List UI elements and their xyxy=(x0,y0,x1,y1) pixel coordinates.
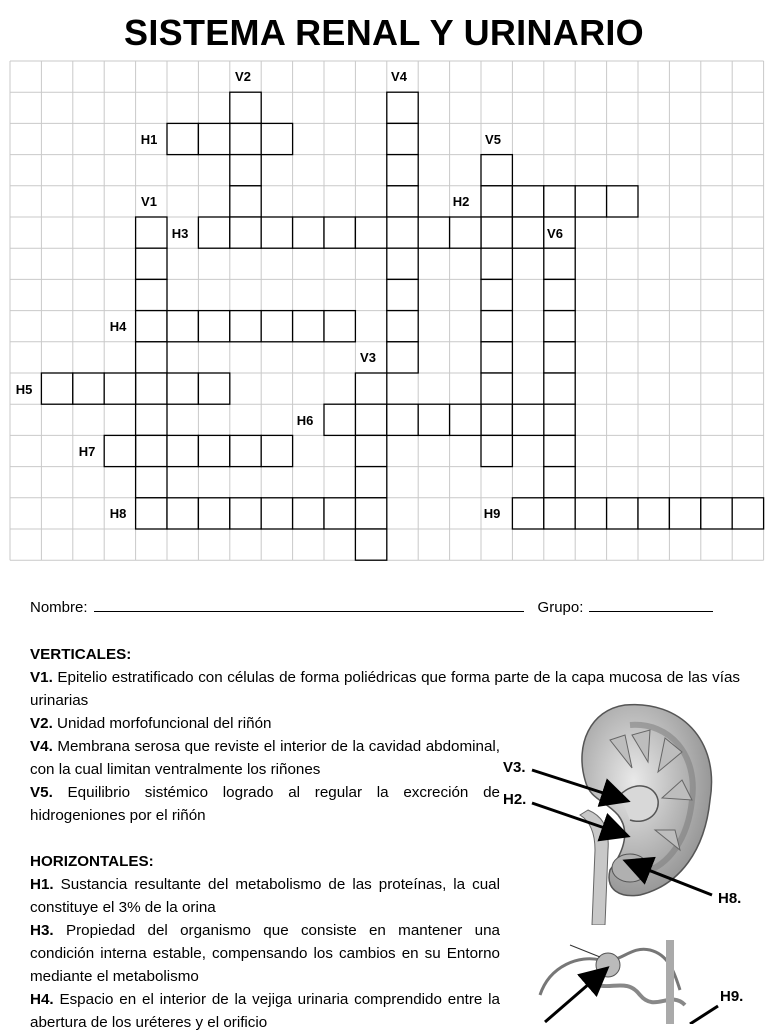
crossword-cell[interactable] xyxy=(136,217,167,248)
crossword-cell[interactable] xyxy=(104,373,135,404)
crossword-cell[interactable] xyxy=(198,373,229,404)
crossword-cell[interactable] xyxy=(355,435,386,466)
crossword-cell[interactable] xyxy=(669,498,700,529)
crossword-cell[interactable] xyxy=(324,217,355,248)
crossword-cell[interactable] xyxy=(512,498,543,529)
crossword-cell[interactable] xyxy=(481,342,512,373)
crossword-cell[interactable] xyxy=(41,373,72,404)
crossword-cell[interactable] xyxy=(481,311,512,342)
crossword-cell[interactable] xyxy=(136,373,167,404)
clue-h4: H4. Espacio en el interior de la vejiga urinaria comprendido entre la abertura de los uréteres y el orificio xyxy=(30,991,500,1031)
crossword-cell[interactable] xyxy=(387,217,418,248)
crossword-cell[interactable] xyxy=(198,435,229,466)
crossword-cell[interactable] xyxy=(512,404,543,435)
crossword-cell[interactable] xyxy=(230,311,261,342)
crossword-cell[interactable] xyxy=(418,404,449,435)
figure-label-h9: H9. xyxy=(720,988,744,1005)
crossword-label-h1: H1 xyxy=(140,132,158,147)
crossword-cell[interactable] xyxy=(261,217,292,248)
crossword-cell[interactable] xyxy=(136,498,167,529)
crossword-cell[interactable] xyxy=(167,373,198,404)
group-field[interactable] xyxy=(589,597,713,612)
crossword-label-v1: V1 xyxy=(141,194,157,209)
crossword-cell[interactable] xyxy=(387,92,418,123)
crossword-cell[interactable] xyxy=(198,498,229,529)
crossword-cell[interactable] xyxy=(418,217,449,248)
crossword-cell[interactable] xyxy=(324,498,355,529)
crossword-label-h8: H8 xyxy=(109,506,127,521)
crossword-label-h4: H4 xyxy=(109,319,127,334)
crossword-cell[interactable] xyxy=(544,248,575,279)
crossword-cell[interactable] xyxy=(230,92,261,123)
crossword-cell[interactable] xyxy=(355,467,386,498)
crossword-cell[interactable] xyxy=(261,123,292,154)
crossword-cell[interactable] xyxy=(324,404,355,435)
crossword-cell[interactable] xyxy=(355,373,386,404)
name-label: Nombre: xyxy=(30,599,88,616)
group-label: Grupo: xyxy=(537,599,584,616)
crossword-cell[interactable] xyxy=(167,498,198,529)
crossword-label-h9: H9 xyxy=(483,506,501,521)
crossword-cell[interactable] xyxy=(481,435,512,466)
clue-h1: H1. Sustancia resultante del metabolismo de las proteínas, la cual constituye el 3% de la orina xyxy=(30,876,500,916)
crossword-cell[interactable] xyxy=(638,498,669,529)
crossword-cell[interactable] xyxy=(355,529,386,560)
crossword-cell[interactable] xyxy=(230,186,261,217)
clue-v4: V4. Membrana serosa que reviste el interior de la cavidad abdominal, con la cual limitan ventralmente los riñones xyxy=(30,738,500,778)
crossword-cell[interactable] xyxy=(387,342,418,373)
crossword-cell[interactable] xyxy=(607,498,638,529)
crossword-cell[interactable] xyxy=(544,435,575,466)
crossword-cell[interactable] xyxy=(136,467,167,498)
crossword-cell[interactable] xyxy=(136,435,167,466)
crossword-label-h5: H5 xyxy=(15,382,33,397)
horizontal-heading: HORIZONTALES: xyxy=(30,853,154,870)
crossword-cell[interactable] xyxy=(607,186,638,217)
vertical-heading: VERTICALES: xyxy=(30,646,132,663)
crossword-cell[interactable] xyxy=(387,404,418,435)
crossword-cell[interactable] xyxy=(261,311,292,342)
nephron-illustration xyxy=(530,935,700,1024)
crossword-label-h7: H7 xyxy=(78,444,96,459)
crossword-cell[interactable] xyxy=(136,311,167,342)
crossword-cell[interactable] xyxy=(387,279,418,310)
crossword-label-v3: V3 xyxy=(360,350,376,365)
crossword-cell[interactable] xyxy=(575,498,606,529)
crossword-cell[interactable] xyxy=(544,373,575,404)
crossword-cell[interactable] xyxy=(481,217,512,248)
crossword-cell[interactable] xyxy=(481,279,512,310)
crossword-cell[interactable] xyxy=(450,404,481,435)
crossword-label-v5: V5 xyxy=(485,132,501,147)
crossword-cell[interactable] xyxy=(104,435,135,466)
crossword-cell[interactable] xyxy=(387,248,418,279)
figure-label-h8: H8. xyxy=(718,890,742,907)
crossword-cell[interactable] xyxy=(387,123,418,154)
crossword-cell[interactable] xyxy=(198,123,229,154)
student-info-row xyxy=(30,597,740,616)
figure-label-v3: V3. xyxy=(503,759,526,776)
crossword-cell[interactable] xyxy=(544,279,575,310)
clue-v5: V5. Equilibrio sistémico logrado al regular la excreción de hidrogeniones por el riñón xyxy=(30,784,500,824)
crossword-cell[interactable] xyxy=(230,435,261,466)
crossword-cell[interactable] xyxy=(355,404,386,435)
crossword-cell[interactable] xyxy=(450,217,481,248)
crossword-cell[interactable] xyxy=(481,155,512,186)
clue-v2: V2. Unidad morfofuncional del riñón xyxy=(30,715,272,732)
crossword-cell[interactable] xyxy=(544,186,575,217)
crossword-label-v2: V2 xyxy=(235,69,251,84)
clue-v1: V1. Epitelio estratificado con células de forma poliédricas que forma parte de la capa mucosa de las vías urinarias xyxy=(30,669,740,709)
crossword-cell[interactable] xyxy=(230,498,261,529)
crossword-cell[interactable] xyxy=(387,311,418,342)
crossword-cell[interactable] xyxy=(136,279,167,310)
crossword-cell[interactable] xyxy=(387,155,418,186)
crossword-label-h6: H6 xyxy=(296,413,314,428)
page-title: SISTEMA RENAL Y URINARIO xyxy=(124,12,644,53)
crossword-cell[interactable] xyxy=(355,498,386,529)
crossword-cell[interactable] xyxy=(481,248,512,279)
crossword-cell[interactable] xyxy=(355,217,386,248)
crossword-cell[interactable] xyxy=(198,217,229,248)
name-field[interactable] xyxy=(94,597,524,612)
crossword-cell[interactable] xyxy=(512,217,543,248)
crossword-cell[interactable] xyxy=(230,123,261,154)
crossword-cell[interactable] xyxy=(261,435,292,466)
crossword-cell[interactable] xyxy=(136,342,167,373)
crossword-cells[interactable] xyxy=(41,92,763,560)
crossword-cell[interactable] xyxy=(324,311,355,342)
crossword-label-h2: H2 xyxy=(452,194,470,209)
crossword-cell[interactable] xyxy=(136,248,167,279)
crossword-cell[interactable] xyxy=(387,186,418,217)
crossword-cell[interactable] xyxy=(481,186,512,217)
crossword-cell[interactable] xyxy=(230,155,261,186)
crossword-cell[interactable] xyxy=(544,498,575,529)
crossword-cell[interactable] xyxy=(481,404,512,435)
crossword-cell[interactable] xyxy=(512,186,543,217)
crossword-cell[interactable] xyxy=(544,404,575,435)
crossword-cell[interactable] xyxy=(544,311,575,342)
crossword-label-v6: V6 xyxy=(547,226,563,241)
crossword-cell[interactable] xyxy=(701,498,732,529)
crossword-cell[interactable] xyxy=(167,123,198,154)
figure-label-h2: H2. xyxy=(503,791,527,808)
crossword-cell[interactable] xyxy=(732,498,763,529)
crossword-cell[interactable] xyxy=(544,342,575,373)
crossword-label-h3: H3 xyxy=(171,226,189,241)
crossword-cell[interactable] xyxy=(167,435,198,466)
crossword-cell[interactable] xyxy=(167,311,198,342)
crossword-cell[interactable] xyxy=(575,186,606,217)
crossword-cell[interactable] xyxy=(481,373,512,404)
clue-h3: H3. Propiedad del organismo que consiste en mantener una condición interna estable, compensando los cambios en su Entorno mediante el metabolismo xyxy=(30,922,500,985)
crossword-cell[interactable] xyxy=(293,217,324,248)
crossword-cell[interactable] xyxy=(73,373,104,404)
crossword-cell[interactable] xyxy=(293,311,324,342)
crossword-cell[interactable] xyxy=(198,311,229,342)
crossword-label-v4: V4 xyxy=(391,69,407,84)
crossword-cell[interactable] xyxy=(544,467,575,498)
kidney-illustration xyxy=(570,700,720,925)
crossword-cell[interactable] xyxy=(261,498,292,529)
crossword-cell[interactable] xyxy=(136,404,167,435)
crossword-cell[interactable] xyxy=(293,498,324,529)
crossword-cell[interactable] xyxy=(230,217,261,248)
